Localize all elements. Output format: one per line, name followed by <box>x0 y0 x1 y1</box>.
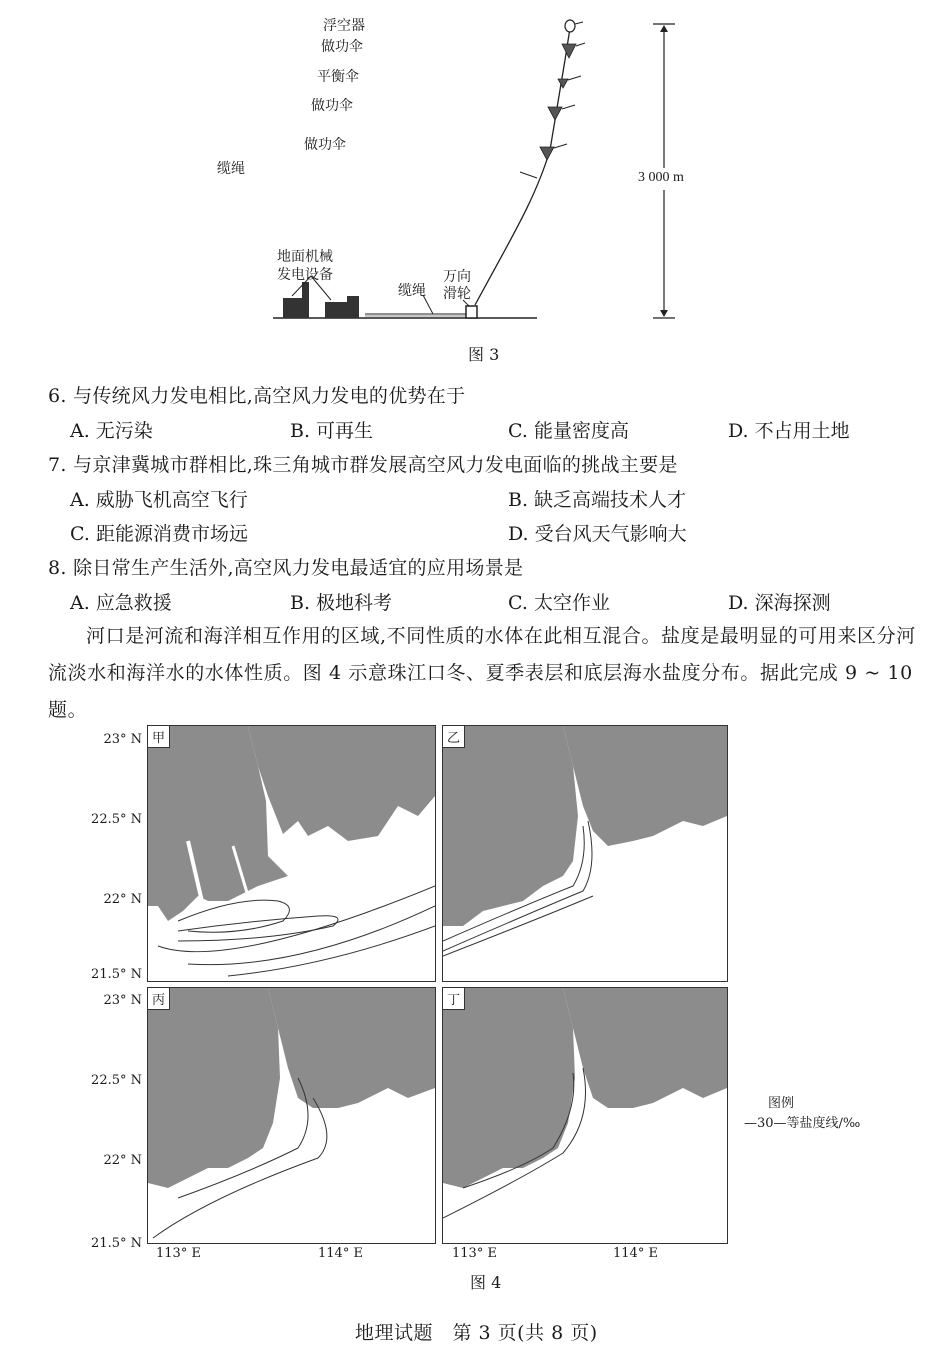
page-footer: 地理试题 第 3 页(共 8 页) <box>355 1322 598 1344</box>
map-panel-ding <box>442 987 728 1244</box>
lat-tick-22n: 22° N <box>103 892 142 907</box>
q8-option-b[interactable]: B. 极地科考 <box>290 592 393 614</box>
q8-option-c[interactable]: C. 太空作业 <box>508 592 610 614</box>
balance-chute-icon <box>558 79 568 88</box>
panel-tag: 丁 <box>443 988 465 1010</box>
work-chute-icon <box>548 107 562 120</box>
cable-label: 缆绳 <box>217 161 245 177</box>
pulley-label: 万向 <box>443 269 471 285</box>
lon-tick-114e: 114° E <box>613 1246 658 1261</box>
q6-option-b[interactable]: B. 可再生 <box>290 420 374 442</box>
work-chute-label: 做功伞 <box>304 137 346 153</box>
lat-tick-22-5n: 22.5° N <box>91 1073 142 1088</box>
q6-option-c[interactable]: C. 能量密度高 <box>508 420 629 442</box>
work-chute-icon <box>562 44 576 58</box>
q7-option-a[interactable]: A. 威胁飞机高空飞行 <box>70 489 248 511</box>
panel-tag: 丙 <box>148 988 170 1010</box>
map-panel-bing <box>147 987 436 1244</box>
float-balloon-icon <box>565 20 575 32</box>
float-label: 浮空器 <box>323 18 365 34</box>
lon-tick-113e: 113° E <box>156 1246 201 1261</box>
legend-entry <box>744 1112 860 1131</box>
q6-option-a[interactable]: A. 无污染 <box>70 420 153 442</box>
lat-tick-23n: 23° N <box>103 732 142 747</box>
legend-label: 等盐度线/‰ <box>786 1116 861 1131</box>
lat-tick-23n: 23° N <box>103 993 142 1008</box>
question-8-stem: 8. 除日常生产生活外,高空风力发电最适宜的应用场景是 <box>48 557 524 579</box>
map-panel-jia <box>147 725 436 982</box>
panel-tag: 乙 <box>443 726 465 748</box>
figure-3-diagram <box>217 0 725 340</box>
panel-tag: 甲 <box>148 726 170 748</box>
q7-option-c[interactable]: C. 距能源消费市场远 <box>70 523 248 545</box>
figure-4-caption: 图 4 <box>470 1273 502 1292</box>
passage-9-10: 河口是河流和海洋相互作用的区域,不同性质的水体在此相互混合。盐度是最明显的可用来区分河流淡水和海洋水的水体性质。图 4 示意珠江口冬、夏季表层和底层海水盐度分布。据此完成 9 ~ 10 题。 <box>48 625 916 721</box>
height-label: 3 000 m <box>638 170 684 185</box>
pulley-label: 滑轮 <box>443 286 471 302</box>
pulley-icon <box>466 306 477 318</box>
q7-option-b[interactable]: B. 缺乏高端技术人才 <box>508 489 687 511</box>
q7-option-d[interactable]: D. 受台风天气影响大 <box>508 523 687 545</box>
lat-tick-21-5n: 21.5° N <box>91 1236 142 1251</box>
question-7-stem: 7. 与京津冀城市群相比,珠三角城市群发展高空风力发电面临的挑战主要是 <box>48 454 678 476</box>
q8-option-a[interactable]: A. 应急救援 <box>70 592 172 614</box>
lat-tick-22n: 22° N <box>103 1153 142 1168</box>
work-chute-icon <box>540 147 554 160</box>
lat-tick-22-5n: 22.5° N <box>91 812 142 827</box>
legend-title: 图例 <box>768 1096 795 1111</box>
ground-equipment-label: 发电设备 <box>277 267 333 283</box>
question-6-stem: 6. 与传统风力发电相比,高空风力发电的优势在于 <box>48 385 466 407</box>
lat-tick-21-5n: 21.5° N <box>91 967 142 982</box>
q6-option-d[interactable]: D. 不占用土地 <box>728 420 850 442</box>
figure-3-caption: 图 3 <box>468 345 500 364</box>
q8-option-d[interactable]: D. 深海探测 <box>728 592 831 614</box>
work-chute-label: 做功伞 <box>321 39 363 55</box>
map-panel-yi <box>442 725 728 982</box>
lon-tick-114e: 114° E <box>318 1246 363 1261</box>
ground-equipment-label: 地面机械 <box>277 249 333 265</box>
work-chute-label: 做功伞 <box>311 98 353 114</box>
isoline-sample-icon: —30— <box>744 1116 787 1131</box>
balance-chute-label: 平衡伞 <box>317 69 359 85</box>
lower-cable-label: 缆绳 <box>398 283 426 299</box>
lon-tick-113e: 113° E <box>452 1246 497 1261</box>
